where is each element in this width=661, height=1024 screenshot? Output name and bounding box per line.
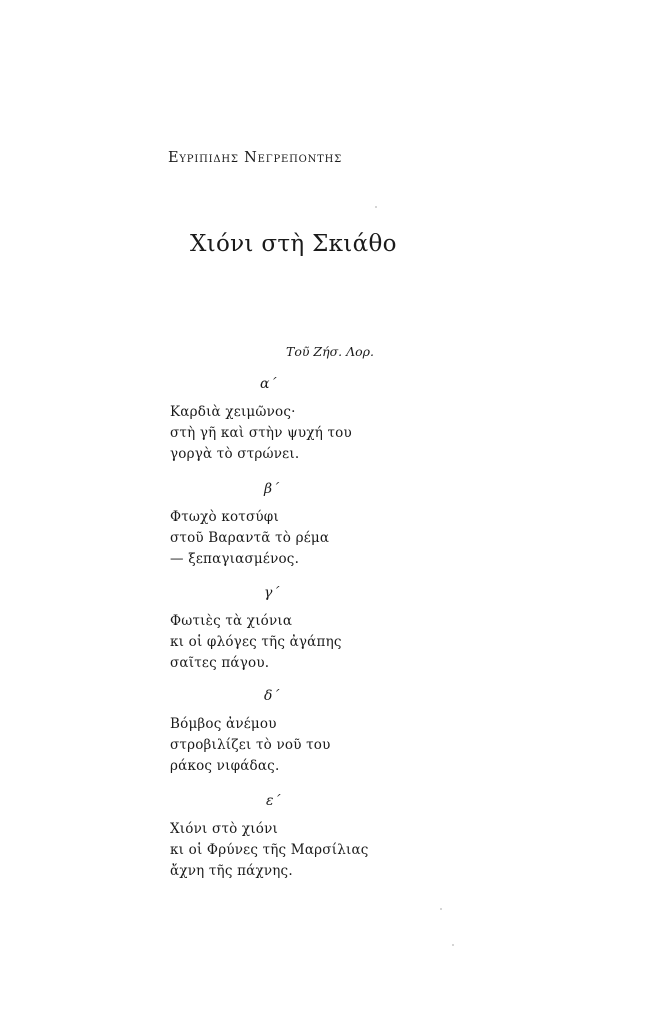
verse-line: Βόμβος ἀνέμου bbox=[170, 716, 277, 732]
verse-line: γοργὰ τὸ στρώνει. bbox=[170, 446, 300, 462]
paper-speck bbox=[452, 944, 454, 946]
verse-line: κι οἱ Φρύνες τῆς Μαρσίλιας bbox=[170, 842, 369, 858]
verse-line: Χιόνι στὸ χιόνι bbox=[170, 821, 279, 837]
verse-line: Καρδιὰ χειμῶνος· bbox=[170, 404, 296, 420]
paper-speck bbox=[440, 908, 442, 910]
paper-speck bbox=[375, 206, 377, 208]
verse-line: Φτωχὸ κοτσύφι bbox=[170, 509, 279, 525]
verse-line: σαῖτες πάγου. bbox=[170, 655, 270, 671]
stanza-numeral: β΄ bbox=[264, 481, 280, 497]
stanza-numeral: δ΄ bbox=[264, 688, 280, 704]
verse-line: Φωτιὲς τὰ χιόνια bbox=[170, 613, 293, 629]
author-name: Ευριπιδης Νεγρεποντης bbox=[168, 150, 343, 166]
stanza-numeral: γ΄ bbox=[264, 585, 280, 601]
verse-line: κι οἱ φλόγες τῆς ἀγάπης bbox=[170, 634, 342, 650]
stanza-numeral: ε΄ bbox=[266, 793, 281, 809]
poem-title: Χιόνι στὴ Σκιάθο bbox=[190, 231, 397, 257]
verse-line: στοῦ Βαραντᾶ τὸ ρέμα bbox=[170, 530, 330, 546]
stanza-numeral: α΄ bbox=[260, 376, 277, 392]
verse-line: ἄχνη τῆς πάχνης. bbox=[170, 863, 293, 879]
verse-line: στροβιλίζει τὸ νοῦ του bbox=[170, 737, 331, 753]
verse-line: — ξεπαγιασμένος. bbox=[170, 551, 300, 567]
verse-line: στὴ γῆ καὶ στὴν ψυχή του bbox=[170, 425, 352, 441]
dedication: Τοῦ Ζήσ. Λορ. bbox=[286, 344, 374, 359]
verse-line: ράκος νιφάδας. bbox=[170, 758, 280, 774]
